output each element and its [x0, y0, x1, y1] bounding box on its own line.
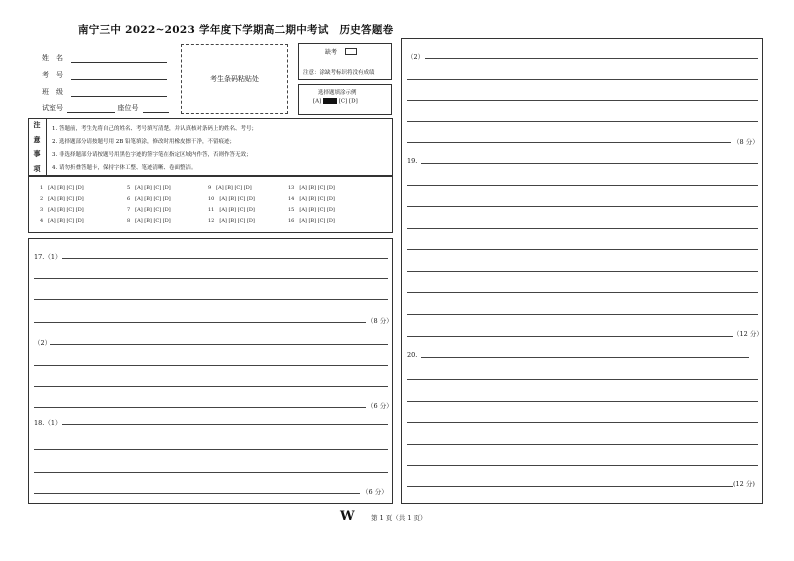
answer-line[interactable] — [407, 100, 758, 101]
q18-2-label: （2） — [407, 53, 425, 61]
seat-label: 座位号 — [117, 104, 139, 112]
answer-line[interactable] — [407, 422, 758, 423]
answer-line[interactable] — [425, 58, 758, 59]
q20-score: (12 分) — [733, 480, 755, 488]
q17-1-score: （8 分） — [367, 317, 393, 325]
answer-line[interactable] — [407, 142, 731, 143]
notice-char: 注 — [33, 120, 41, 130]
mc-item[interactable]: 12 [A] [B] [C] [D] — [208, 218, 255, 224]
answer-line[interactable] — [34, 493, 360, 494]
class-line — [71, 88, 167, 97]
mc-item[interactable]: 2 [A] [B] [C] [D] — [40, 196, 84, 202]
notice-side-label — [28, 118, 47, 176]
fill-example-title: 选择题填涂示例 — [318, 90, 357, 96]
mc-item[interactable]: 5 [A] [B] [C] [D] — [127, 185, 171, 191]
answer-line[interactable] — [407, 185, 758, 186]
class-field[interactable] — [42, 87, 167, 97]
mc-item[interactable]: 8 [A] [B] [C] [D] — [127, 218, 171, 224]
exam-no-line — [71, 71, 167, 80]
q19-label: 19. — [407, 157, 418, 165]
answer-line[interactable] — [407, 336, 733, 337]
q19-score: （12 分） — [733, 330, 763, 338]
name-line — [71, 54, 167, 63]
mc-item[interactable]: 6 [A] [B] [C] [D] — [127, 196, 171, 202]
mc-item[interactable]: 7 [A] [B] [C] [D] — [127, 207, 171, 213]
q17-2-label: （2） — [34, 339, 52, 347]
mc-item[interactable]: 9 [A] [B] [C] [D] — [208, 185, 252, 191]
mc-item[interactable]: 10 [A] [B] [C] [D] — [208, 196, 255, 202]
mc-item[interactable]: 15 [A] [B] [C] [D] — [288, 207, 335, 213]
notice-char: 意 — [33, 134, 41, 144]
mc-item[interactable]: 4 [A] [B] [C] [D] — [40, 218, 84, 224]
notice-item: 4. 请勿折叠答题卡，保持字体工整、笔迹清晰、卷面整洁。 — [52, 165, 197, 171]
answer-line[interactable] — [407, 228, 758, 229]
fill-example-c: [C] — [338, 98, 348, 105]
answer-line[interactable] — [407, 292, 758, 293]
room-seat-field[interactable] — [42, 103, 169, 113]
answer-line[interactable] — [34, 407, 366, 408]
mc-item[interactable]: 14 [A] [B] [C] [D] — [288, 196, 335, 202]
answer-line[interactable] — [34, 472, 388, 473]
q18-1-label: 18.（1） — [34, 419, 62, 427]
answer-line[interactable] — [50, 344, 388, 345]
answer-line[interactable] — [407, 121, 758, 122]
answer-line[interactable] — [407, 465, 758, 466]
class-label: 班 级 — [42, 88, 63, 96]
answer-line[interactable] — [407, 486, 733, 487]
page-title: 南宁三中 2022~2023 学年度下学期高二期中考试 历史答题卷 — [78, 24, 394, 36]
room-line — [67, 104, 115, 113]
notice-item: 3. 非选择题部分请按题号用黑色字迹的签字笔在指定区域内作答，否则作答无效； — [52, 152, 252, 158]
exam-no-label: 考 号 — [42, 71, 63, 79]
notice-item: 1. 答题前，考生先将自己的姓名、考号填写清楚，并认真核对条码上的姓名、考号； — [52, 126, 257, 132]
q17-2-score: （6 分） — [367, 402, 393, 410]
notice-char: 事 — [33, 149, 41, 159]
answer-line[interactable] — [34, 299, 388, 300]
fill-example-a: [A] — [313, 98, 322, 105]
answer-line[interactable] — [34, 278, 388, 279]
name-field[interactable] — [42, 53, 167, 63]
notice-item: 2. 选择题部分请按题号用 2B 铅笔填涂，修改时用橡皮擦干净，不留痕迹； — [52, 139, 236, 145]
footer-mark: W — [340, 509, 355, 524]
answer-line[interactable] — [407, 249, 758, 250]
filled-bubble-icon — [323, 98, 337, 104]
answer-line[interactable] — [407, 314, 758, 315]
answer-line[interactable] — [407, 401, 758, 402]
answer-line[interactable] — [34, 365, 388, 366]
answer-line[interactable] — [407, 379, 758, 380]
page-number: 第 1 页（共 1 页） — [371, 514, 427, 522]
q17-1-label: 17.（1） — [34, 253, 62, 261]
q18-1-score: （6 分） — [362, 488, 388, 496]
answer-line[interactable] — [407, 79, 758, 80]
absent-label: 缺考 — [325, 49, 338, 56]
seat-line — [143, 104, 169, 113]
answer-line[interactable] — [407, 444, 758, 445]
answer-line[interactable] — [34, 449, 388, 450]
answer-line[interactable] — [407, 271, 758, 272]
barcode-label: 考生条码粘贴处 — [210, 75, 259, 83]
q20-label: 20. — [407, 351, 418, 359]
mc-item[interactable]: 11 [A] [B] [C] [D] — [208, 207, 255, 213]
mc-item[interactable]: 13 [A] [B] [C] [D] — [288, 185, 335, 191]
absent-mark-checkbox[interactable] — [345, 48, 357, 55]
room-label: 试室号 — [42, 104, 63, 112]
mc-item[interactable]: 16 [A] [B] [C] [D] — [288, 218, 335, 224]
answer-line[interactable] — [34, 322, 366, 323]
fill-example-row — [313, 98, 358, 105]
mc-item[interactable]: 3 [A] [B] [C] [D] — [40, 207, 84, 213]
answer-line[interactable] — [34, 386, 388, 387]
answer-line[interactable] — [62, 424, 388, 425]
name-label: 姓 名 — [42, 54, 63, 62]
answer-line[interactable] — [407, 206, 758, 207]
answer-line[interactable] — [421, 357, 749, 358]
notice-char: 项 — [33, 163, 41, 173]
answer-line[interactable] — [62, 258, 388, 259]
exam-no-field[interactable] — [42, 70, 167, 80]
fill-example-d: [D] — [349, 98, 358, 105]
absent-note: 注意：涂缺考标识将没有成绩 — [303, 70, 375, 76]
barcode-area — [181, 44, 288, 114]
mc-item[interactable]: 1 [A] [B] [C] [D] — [40, 185, 84, 191]
answer-line[interactable] — [421, 163, 758, 164]
q18-2-score: （8 分） — [733, 138, 759, 146]
